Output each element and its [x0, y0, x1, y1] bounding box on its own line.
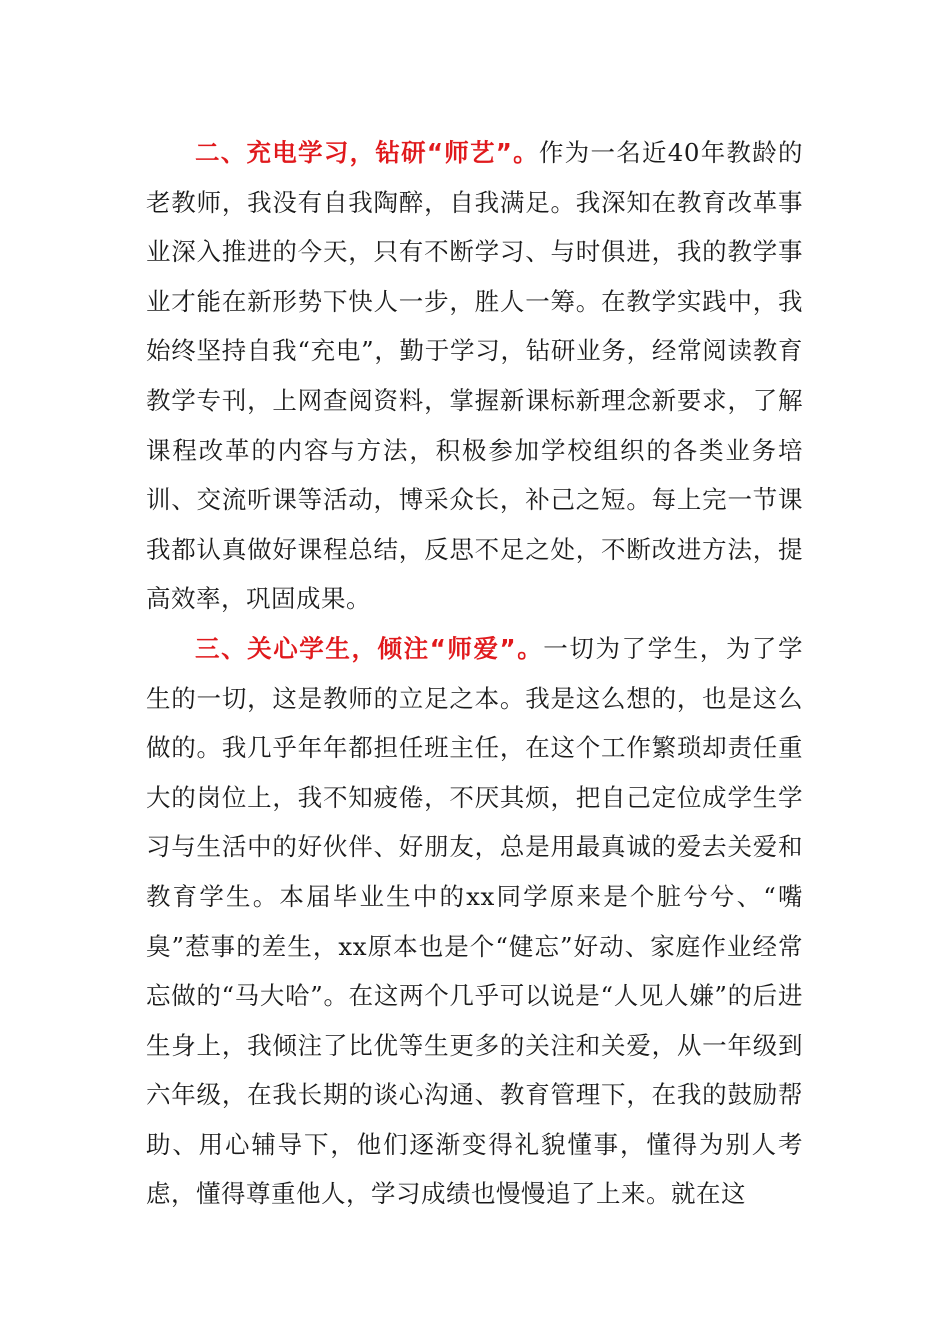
section-3-heading: 三、关心学生，倾注“师爱”。 — [195, 633, 544, 663]
section-2-paragraph — [146, 128, 803, 624]
document-page — [146, 128, 803, 1219]
section-3-body: 一切为了学生，为了学生的一切，这是教师的立足之本。我是这么想的，也是这么做的。我几乎年年都担任班主任，在这个工作繁琐却责任重大的岗位上，我不知疲倦，不厌其烦，把自己定位成学生学习与生活中的好伙伴、好朋友，总是用最真诚的爱去关爱和教育学生。本届毕业生中的xx同学原来是个脏兮兮、“嘴臭”惹事的差生，xx原本也是个“健忘”好动、家庭作业经常忘做的“马大哈”。在这两个几乎可以说是“人见人嫌”的后进生身上，我倾注了比优等生更多的关注和关爱，从一年级到六年级，在我长期的谈心沟通、教育管理下，在我的鼓励帮助、用心辅导下，他们逐渐变得礼貌懂事，懂得为别人考虑，懂得尊重他人，学习成绩也慢慢追了上来。就在这 — [146, 633, 803, 1209]
section-3-paragraph — [146, 624, 803, 1219]
section-2-heading: 二、充电学习，钻研“师艺”。 — [195, 138, 539, 167]
section-2-body: 作为一名近40年教龄的老教师，我没有自我陶醉，自我满足。我深知在教育改革事业深入推进的今天，只有不断学习、与时俱进，我的教学事业才能在新形势下快人一步，胜人一筹。在教学实践中，我始终坚持自我“充电”，勤于学习，钻研业务，经常阅读教育教学专刊，上网查阅资料，掌握新课标新理念新要求，了解课程改革的内容与方法，积极参加学校组织的各类业务培训、交流听课等活动，博采众长，补己之短。每上完一节课我都认真做好课程总结，反思不足之处，不断改进方法，提高效率，巩固成果。 — [146, 138, 803, 614]
